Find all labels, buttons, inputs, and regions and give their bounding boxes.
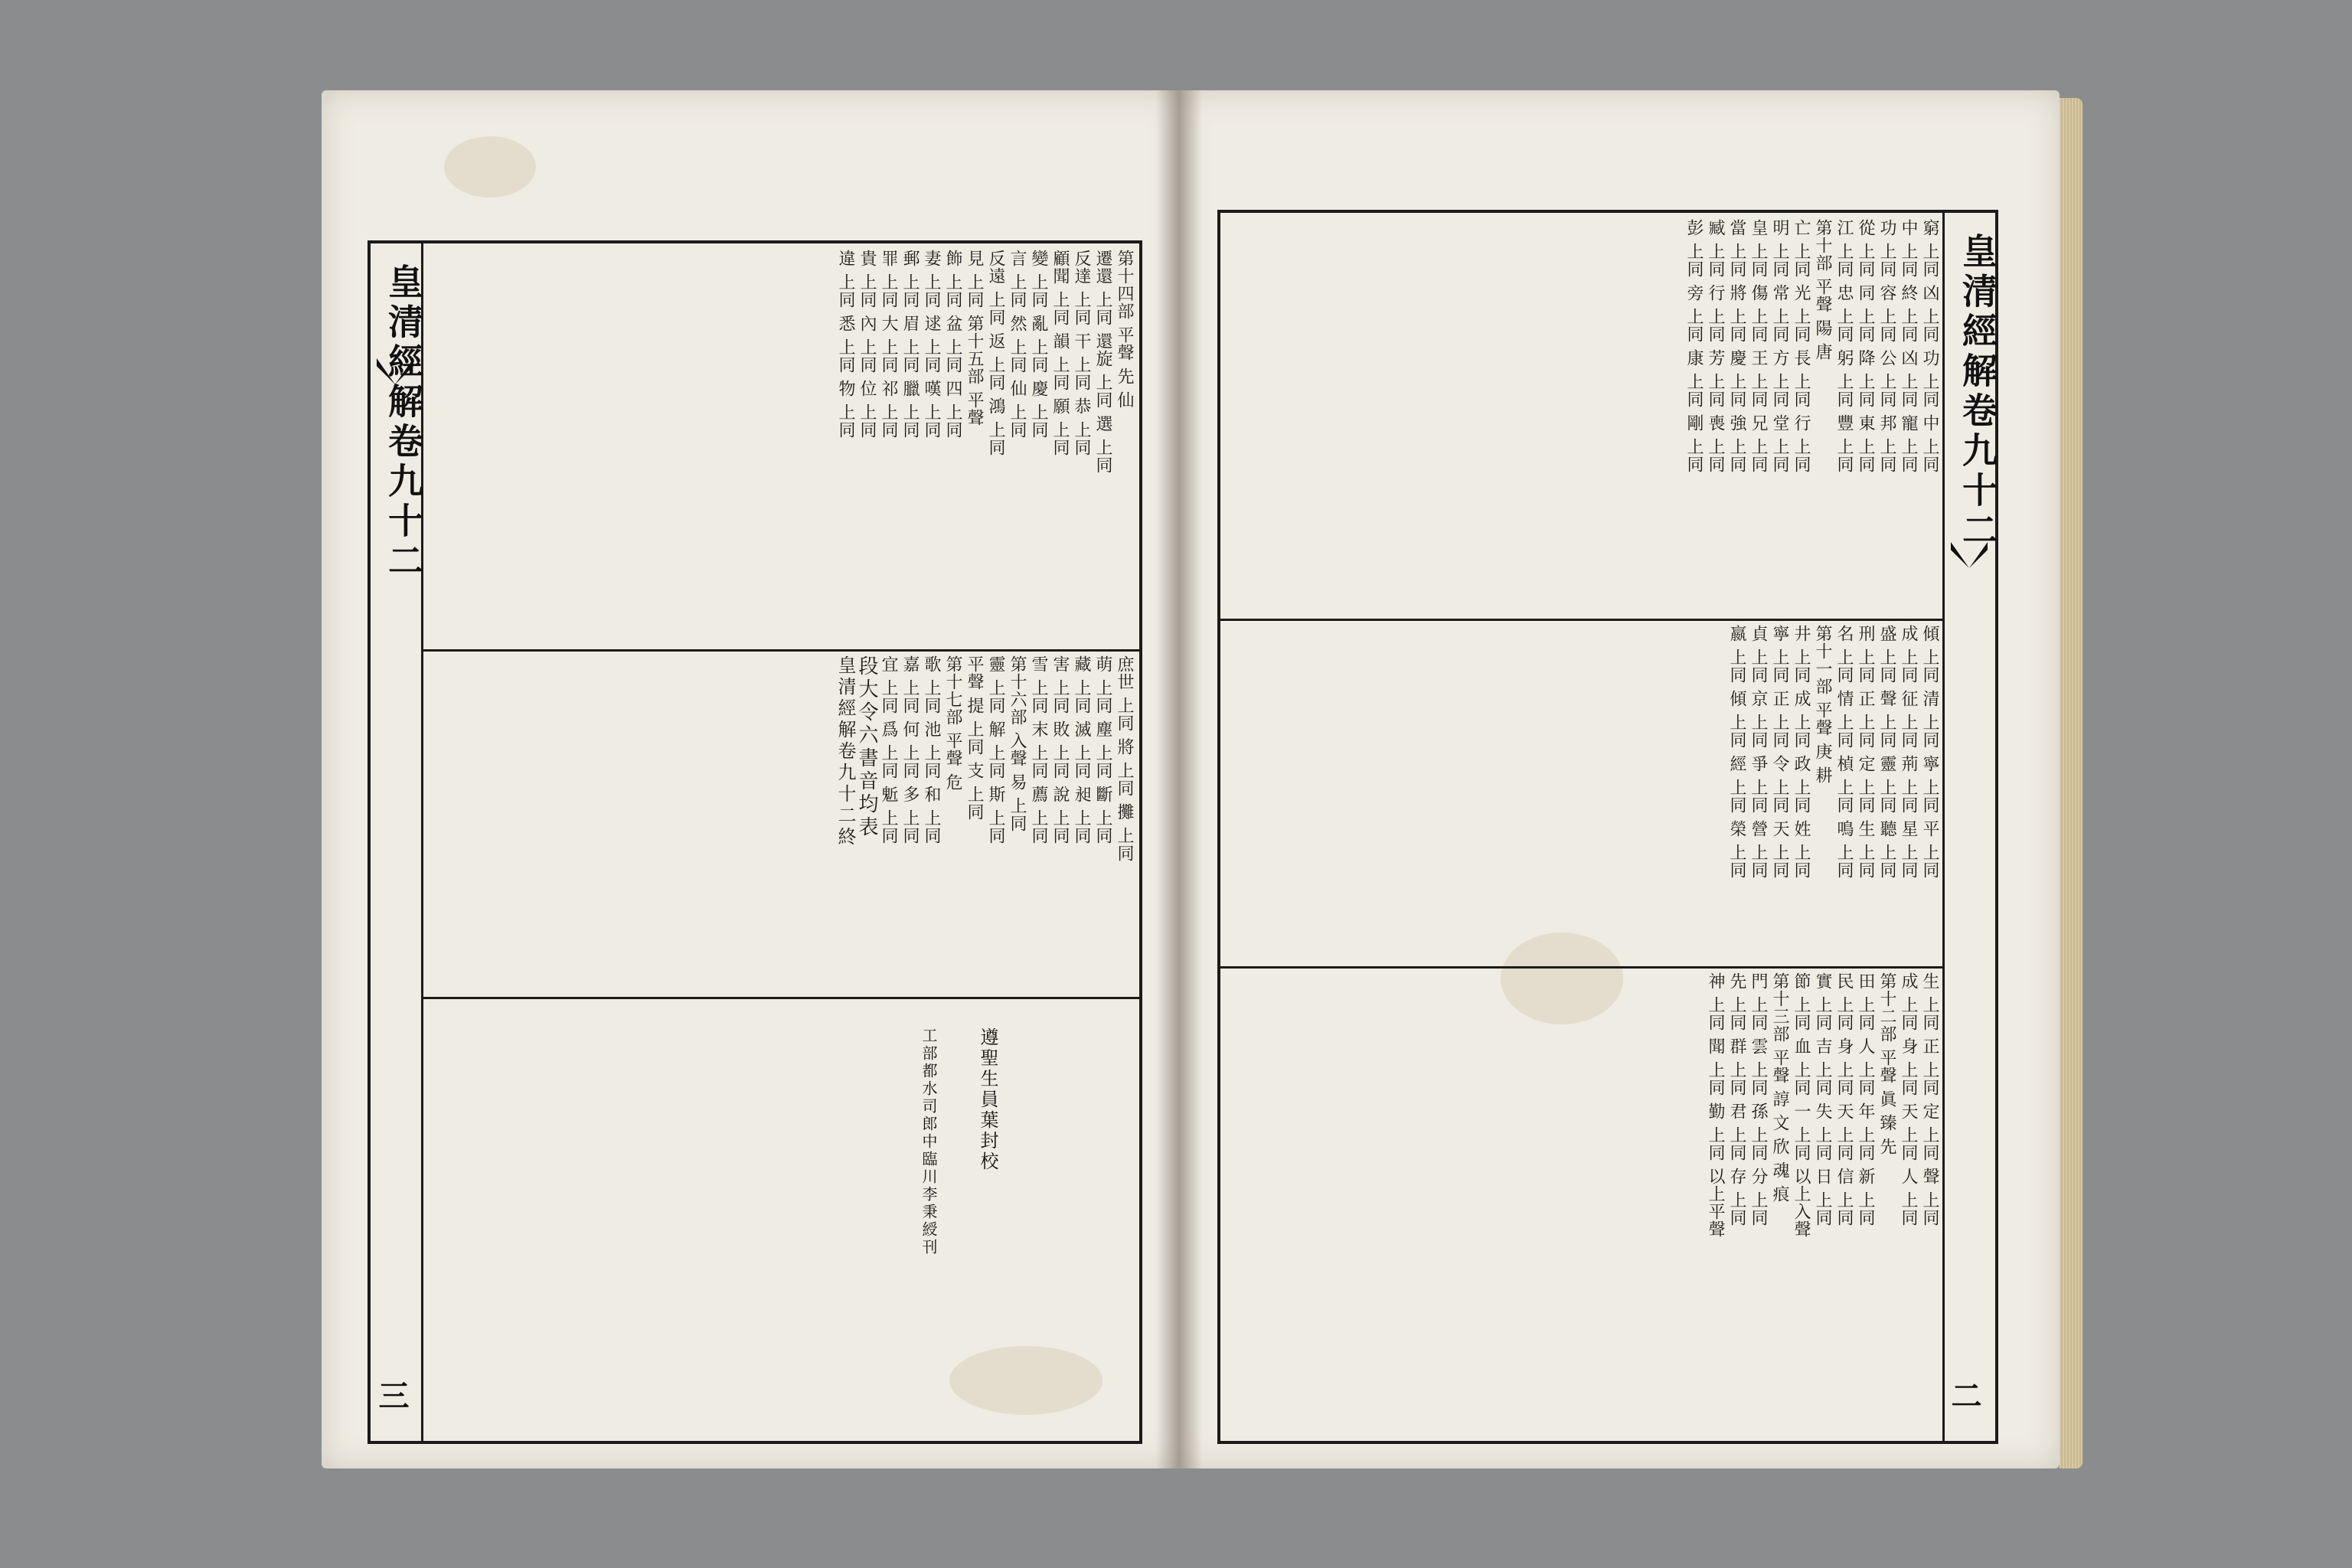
open-book (322, 90, 2060, 1468)
text-column: 亡 上同 光 上同 長 上同 行 上同 (1792, 219, 1811, 473)
page-edges (2060, 98, 2082, 1468)
left-page (322, 90, 1179, 1468)
left-side-title-column (371, 243, 423, 1441)
left-band-2-columns (427, 655, 1133, 991)
text-column: 害 上同 敗 上同 說 上同 (1050, 655, 1070, 844)
left-band-1 (421, 243, 1139, 652)
left-page-number: 三 (374, 1380, 410, 1410)
text-column: 第十一部 平聲 庚 耕 (1813, 625, 1832, 784)
text-column: 第十三部 平聲 諄 文 欣 魂 痕 (1770, 972, 1789, 1203)
text-column: 門 上同 雲 上同 孫 上同 分 上同 (1749, 972, 1768, 1227)
text-column: 第十六部 入聲 易 上同 (1008, 655, 1027, 832)
text-column: 井 上同 成 上同 政 上同 姓 上同 (1792, 625, 1811, 879)
text-column: 反達 上同 干 上同 恭 上同 (1072, 250, 1091, 456)
text-column: 貴 上同 內 上同 位 上同 (858, 250, 877, 439)
publisher-credit: 工部都水司郎中臨川李秉綬刊 (920, 1027, 938, 1256)
text-column: 窮 上同 凶 上同 功 上同 中 上同 (1920, 219, 1939, 473)
text-column: 成 上同 身 上同 天 上同 人 上同 (1899, 972, 1918, 1227)
colophon-line: 皇清經解卷九十二終 (835, 655, 856, 848)
text-column: 實 上同 吉 上同 失 上同 日 上同 (1813, 972, 1832, 1227)
right-page-frame (1217, 210, 1998, 1444)
text-column: 見 上同 第十五部 平聲 (965, 250, 984, 426)
text-column: 第十部 平聲 陽 唐 (1813, 219, 1832, 361)
text-column: 第十四部 平聲 先 仙 (1115, 250, 1134, 409)
text-column: 名 上同 情 上同 楨 上同 鳴 上同 (1834, 625, 1854, 879)
left-band-3-blank (421, 997, 1139, 1441)
right-page (1179, 90, 2060, 1468)
text-column: 萌 上同 塵 上同 斷 上同 (1093, 655, 1112, 844)
text-column: 江 上同 忠 上同 躬 上同 豐 上同 (1834, 219, 1854, 473)
text-column: 生 上同 正 上同 定 上同 聲 上同 (1920, 972, 1939, 1227)
left-page-frame (368, 240, 1142, 1444)
text-column: 第十七部 平聲 危 (943, 655, 962, 791)
text-column: 遷還 上同 還旋 上同 選 上同 (1093, 250, 1112, 474)
text-column: 寧 上同 正 上同 令 上同 天 上同 (1770, 625, 1789, 879)
left-band-2 (421, 649, 1139, 999)
book-gutter (1156, 90, 1202, 1468)
text-column: 中 上同 終 上同 凶 上同 寵 上同 (1899, 219, 1918, 473)
text-column: 明 上同 常 上同 方 上同 堂 上同 (1770, 219, 1789, 473)
text-column: 當 上同 將 上同 慶 上同 強 上同 (1727, 219, 1746, 473)
right-band-3-columns (1227, 972, 1939, 1404)
proofreader-credit: 遵聖生員葉封校 (977, 1027, 998, 1172)
left-side-title: 皇清經解卷九十二 (383, 263, 424, 582)
text-column: 盛 上同 聲 上同 靈 上同 聽 上同 (1877, 625, 1896, 879)
text-column: 平聲 提 上同 支 上同 (965, 655, 984, 821)
right-side-title-column (1942, 213, 1998, 1441)
text-column: 先 上同 群 上同 君 上同 存 上同 (1727, 972, 1746, 1227)
text-column: 從 上同 同 上同 降 上同 東 上同 (1856, 219, 1875, 473)
text-column: 嬴 上同 傾 上同 經 上同 榮 上同 (1727, 625, 1746, 879)
text-column: 皇 上同 傷 上同 王 上同 兄 上同 (1749, 219, 1768, 473)
text-column: 民 上同 身 上同 天 上同 信 上同 (1834, 972, 1854, 1227)
right-page-number: 二 (1946, 1380, 1982, 1410)
text-column: 違 上同 悉 上同 物 上同 (836, 250, 855, 439)
text-column: 變 上同 亂 上同 慶 上同 (1029, 250, 1048, 439)
text-column: 飾 上同 盆 上同 四 上同 (943, 250, 962, 439)
text-column: 貞 上同 京 上同 爭 上同 營 上同 (1749, 625, 1768, 879)
text-column: 傾 上同 清 上同 寧 上同 平 上同 (1920, 625, 1939, 879)
right-side-title: 皇清經解卷九十二 (1957, 233, 1998, 551)
text-column: 成 上同 征 上同 荊 上同 星 上同 (1899, 625, 1918, 879)
text-column: 言 上同 然 上同 仙 上同 (1008, 250, 1027, 439)
text-column: 郵 上同 眉 上同 臘 上同 (900, 250, 920, 439)
text-column: 反遠 上同 返 上同 鴻 上同 (986, 250, 1005, 456)
right-band-2 (1220, 619, 1945, 969)
text-column: 功 上同 容 上同 公 上同 邦 上同 (1877, 219, 1896, 473)
text-column: 歌 上同 池 上同 和 上同 (922, 655, 941, 844)
right-band-1 (1220, 213, 1945, 621)
final-line: 段大令六書音均表 (855, 655, 878, 839)
text-column: 田 上同 人 上同 年 上同 新 上同 (1856, 972, 1875, 1227)
text-column: 嘉 上同 何 上同 多 上同 (900, 655, 920, 844)
text-column: 藏 上同 滅 上同 昶 上同 (1072, 655, 1091, 844)
text-column: 第十二部 平聲 眞 臻 先 (1877, 972, 1896, 1155)
text-column: 靈 上同 解 上同 斯 上同 (986, 655, 1005, 844)
text-column: 罪 上同 大 上同 祁 上同 (879, 250, 898, 439)
text-column: 彭 上同 旁 上同 康 上同 剛 上同 (1684, 219, 1704, 473)
text-column: 刑 上同 正 上同 定 上同 生 上同 (1856, 625, 1875, 879)
text-column: 宜 上同 爲 上同 鬿 上同 (879, 655, 898, 844)
text-column: 雪 上同 末 上同 薦 上同 (1029, 655, 1048, 844)
right-band-3 (1220, 966, 1945, 1410)
left-band-1-columns (427, 250, 1133, 643)
text-column: 神 上同 聞 上同 勤 上同 以上平聲 (1706, 972, 1725, 1238)
text-column: 臧 上同 行 上同 芳 上同 喪 上同 (1706, 219, 1725, 473)
right-band-2-columns (1227, 625, 1939, 960)
text-column: 節 上同 血 上同 一 上同 以上入聲 (1792, 972, 1811, 1238)
right-band-1-columns (1227, 219, 1939, 612)
text-column: 妻 上同 逑 上同 嘆 上同 (922, 250, 941, 439)
text-column: 顧聞 上同 韻 上同 願 上同 (1050, 250, 1070, 456)
text-column: 庶世 上同 將 上同 攤 上同 (1115, 655, 1134, 862)
